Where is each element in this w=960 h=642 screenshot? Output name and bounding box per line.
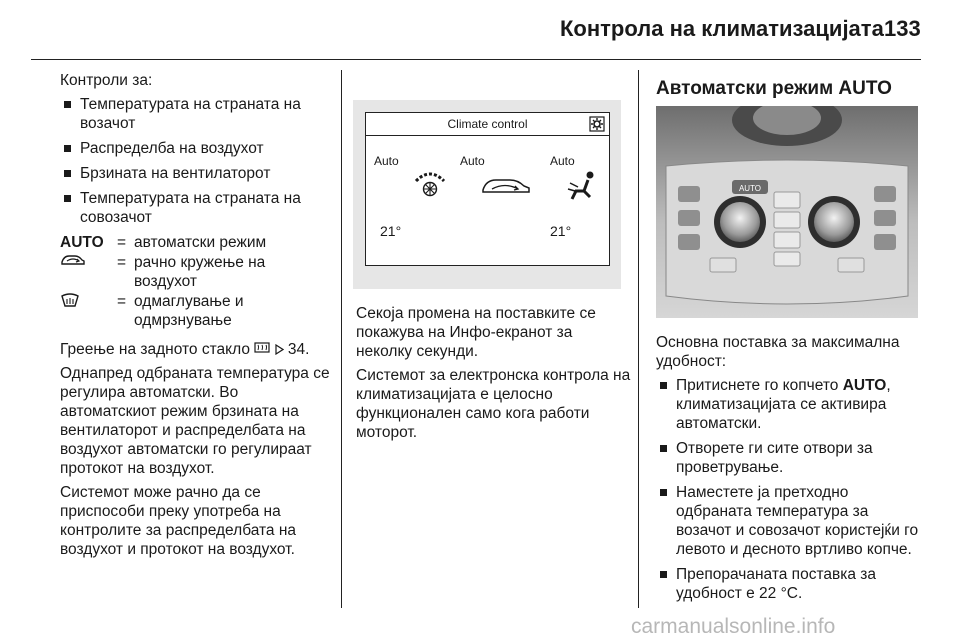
auto-symbol: AUTO [60, 234, 104, 251]
legend-row: AUTO = автоматски режим [60, 234, 267, 251]
distribution-auto-label: Auto [550, 154, 575, 168]
column-divider-2 [638, 70, 639, 608]
column-1 [60, 71, 332, 564]
list-item: Распределба на воздухот [60, 139, 332, 158]
page-reference-icon [275, 344, 284, 355]
system-paragraph: Системот за електронска контрола на климатизацијата е целосно функционален само кога работи моторот. [356, 367, 631, 441]
list-item: Притиснете го копчето AUTO, климатизацијата се активира автоматски. [656, 376, 928, 433]
manual-paragraph: Системот може рачно да се приспособи преку употреба на контролите за распределбата на воздухот и протокот на воздухот. [60, 484, 297, 558]
list-item: Температурата на страната на возачот [60, 95, 332, 133]
column-divider-1 [341, 70, 342, 608]
fan-auto-label: Auto [374, 154, 399, 168]
column-2-text [356, 304, 632, 447]
list-item: Отворете ги сите отвори за проветрување. [656, 439, 928, 477]
climate-screen-illustration [353, 100, 621, 289]
page-reference: 34. [287, 341, 310, 358]
settings-icon [589, 116, 605, 132]
comfort-intro: Основна поставка за максимална удобност: [656, 334, 900, 370]
list-item: Препорачаната поставка за удобност е 22 °C. [656, 565, 928, 603]
header-divider [31, 59, 921, 60]
climate-panel-illustration [656, 106, 918, 318]
air-distribution-icon [566, 169, 600, 203]
list-item: Наместете ја претходно одбраната температура за возачот и совозачот користејќи го левото и десното вртливо копче. [656, 483, 928, 559]
watermark: carmanualsonline.info [631, 615, 836, 638]
controls-list [60, 95, 332, 227]
recirculation-icon [60, 253, 86, 267]
fan-speed-icon [410, 169, 450, 201]
auto-button-ref: AUTO [842, 377, 887, 394]
controls-intro: Контроли за: [60, 72, 153, 89]
info-paragraph: Секоја промена на поставките се покажува на Инфо-екранот за неколку секунди. [356, 305, 596, 360]
page-number: 133 [884, 16, 921, 41]
screen-title: Climate control [366, 113, 609, 136]
legend-row: = одмаглување и одмрзнување [60, 292, 332, 330]
list-item: Температурата на страната на совозачот [60, 189, 332, 227]
section-heading: Автоматски режим AUTO [656, 78, 892, 99]
auto-paragraph: Однапред одбраната температура се регулира автоматски. Во автоматскиот режим брзината на вентилаторот и распределбата на воздухот автоматски го регулираат протокот на воздухот. [60, 365, 330, 477]
car-recirculation-icon [480, 175, 532, 197]
symbol-legend [60, 233, 332, 330]
comfort-steps [656, 376, 928, 603]
driver-temperature: 21° [380, 223, 402, 239]
info-display [365, 112, 610, 266]
list-item: Брзината на вентилаторот [60, 164, 332, 183]
rear-window-paragraph: Греење на задното стакло 34. [60, 341, 310, 358]
rear-window-heating-icon [254, 342, 270, 355]
recirculation-auto-label: Auto [460, 154, 485, 168]
climate-panel-photo [656, 106, 918, 318]
column-3-text [656, 333, 928, 609]
legend-row: = рачно кружење на воздухот [60, 253, 332, 291]
panel-auto-label: AUTO [738, 184, 762, 193]
defrost-icon [60, 292, 80, 308]
passenger-temperature: 21° [550, 223, 572, 239]
page-title: Контрола на климатизацијата [560, 16, 884, 41]
